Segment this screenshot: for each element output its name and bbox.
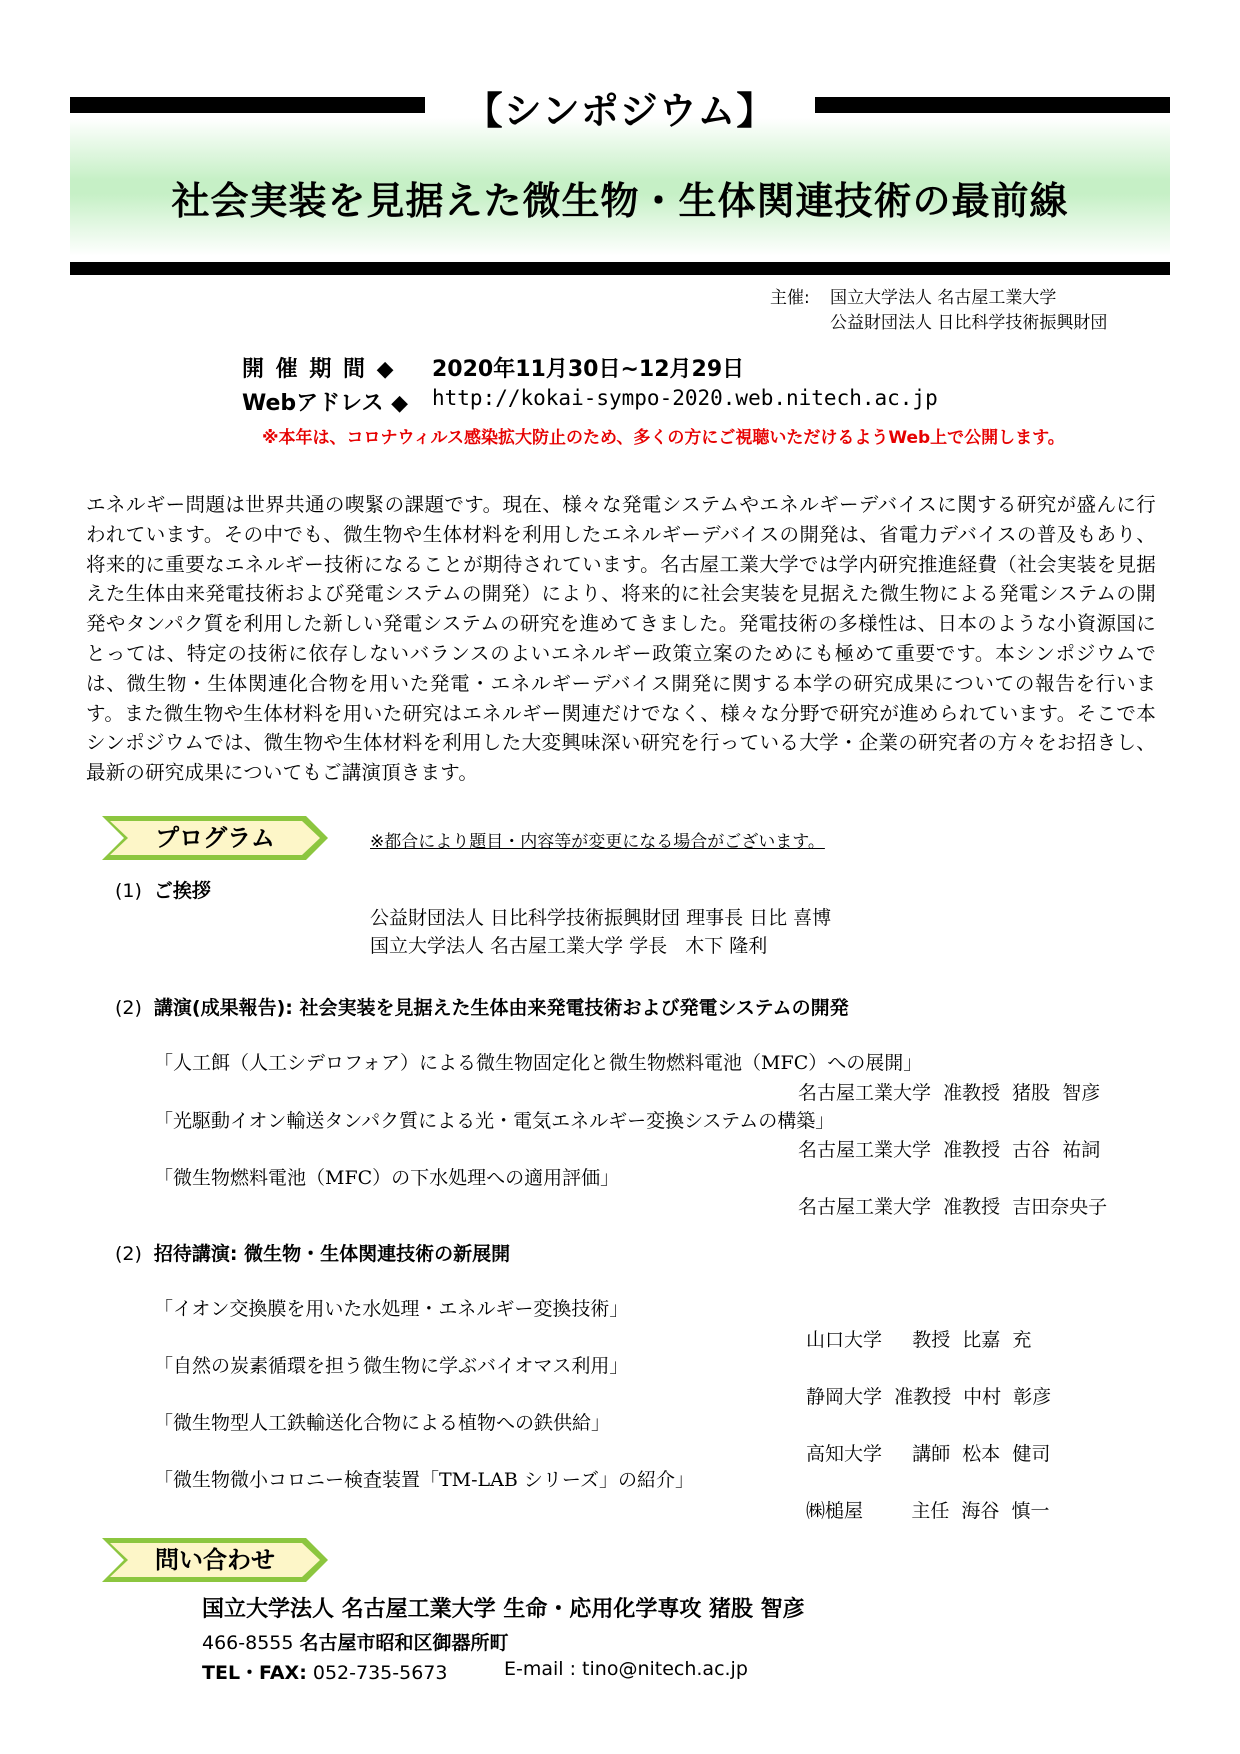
greeting-line-2: 国立大学法人 名古屋工業大学 学長 木下 隆利	[370, 935, 768, 957]
section-1-title: ご挨拶	[153, 880, 211, 902]
contact-email[interactable]: E-mail : tino@nitech.ac.jp	[504, 1658, 748, 1680]
kicker: 【シンポジウム】	[464, 89, 776, 133]
address: 名古屋市昭和区御器所町	[299, 1632, 509, 1654]
talk-speaker: 名古屋工業大学 准教授 猪股 智彦	[798, 1082, 1101, 1104]
talk-speaker: 名古屋工業大学 准教授 古谷 祐詞	[798, 1139, 1101, 1161]
period-label: 開 催 期 間 ◆	[242, 357, 396, 382]
section-2-number: (2)	[115, 997, 142, 1019]
invited-talk-speaker: 山口大学 教授 比嘉 充	[806, 1329, 1032, 1351]
invited-talk-title: 「イオン交換膜を用いた水処理・エネルギー変換技術」	[154, 1298, 629, 1320]
postal-code: 466-8555	[202, 1632, 294, 1654]
notice: ※本年は、コロナウィルス感染拡大防止のため、多くの方にご視聴いただけるようWeb上で公開します。	[262, 428, 1065, 448]
bottom-bar	[70, 262, 1170, 275]
contact-tag	[100, 1536, 330, 1584]
contact-tel	[202, 1658, 447, 1685]
section-3-heading	[115, 1239, 510, 1266]
section-1-number: (1)	[115, 880, 142, 902]
invited-talk-title: 「微生物微小コロニー検査装置「TM-LAB シリーズ」の紹介」	[154, 1469, 694, 1491]
invited-talk-speaker: 高知大学 講師 松本 健司	[806, 1443, 1051, 1465]
period-value: 2020年11月30日~12月29日	[432, 357, 745, 382]
organizer-2: 公益財団法人 日比科学技術振興財団	[830, 313, 1108, 333]
page-title: 社会実装を見据えた微生物・生体関連技術の最前線	[171, 179, 1069, 223]
tel-label: TEL・FAX:	[202, 1662, 307, 1684]
greeting-line-1: 公益財団法人 日比科学技術振興財団 理事長 日比 喜博	[370, 907, 832, 929]
invited-talk-title: 「微生物型人工鉄輸送化合物による植物への鉄供給」	[154, 1412, 611, 1434]
invited-talk-title: 「自然の炭素循環を担う微生物に学ぶバイオマス利用」	[154, 1355, 629, 1377]
section-3-number: (2)	[115, 1243, 142, 1265]
web-label: Webアドレス ◆	[242, 391, 409, 416]
talk-speaker: 名古屋工業大学 准教授 吉田奈央子	[798, 1196, 1108, 1218]
program-tag-label: プログラム	[155, 824, 275, 852]
invited-talk-speaker: ㈱槌屋 主任 海谷 慎一	[806, 1500, 1050, 1522]
section-3-title: 招待講演: 微生物・生体関連技術の新展開	[153, 1243, 511, 1265]
talk-title: 「光駆動イオン輸送タンパク質による光・電気エネルギー変換システムの構築」	[154, 1110, 835, 1132]
organizer-label: 主催:	[770, 288, 810, 308]
talk-title: 「微生物燃料電池（MFC）の下水処理への適用評価」	[154, 1167, 620, 1189]
section-2-title: 講演(成果報告): 社会実装を見据えた生体由来発電技術および発電システムの開発	[153, 997, 849, 1019]
contact-address	[202, 1628, 509, 1655]
intro-paragraph: エネルギー問題は世界共通の喫緊の課題です。現在、様々な発電システムやエネルギーデバイスに関する研究が盛んに行われています。その中でも、微生物や生体材料を利用したエネルギーデバイスの開発は、省電力デバイスの普及もあり、将来的に重要なエネルギー技術になることが期待されています。名古屋工業大学では学内研究推進経費（社会実装を見据えた生体由来発電技術および発電システムの開発）により、将来的に社会実装を見据えた微生物による発電システムの開発やタンパク質を利用した新しい発電システムの研究を進めてきました。発電技術の多様性は、日本のような小資源国にとっては、特定の技術に依存しないバランスのよいエネルギー政策立案のためにも極めて重要です。本シンポジウムでは、微生物・生体関連化合物を用いた発電・エネルギーデバイス開発に関する本学の研究成果についての報告を行います。また微生物や生体材料を用いた研究はエネルギー関連だけでなく、様々な分野で研究が進められています。そこで本シンポジウムでは、微生物や生体材料を利用した大変興味深い研究を行っている大学・企業の研究者の方々をお招きし、最新の研究成果についてもご講演頂きます。	[86, 493, 1156, 785]
section-1-heading	[115, 876, 211, 903]
contact-tag-label: 問い合わせ	[155, 1546, 275, 1574]
organizer-1: 国立大学法人 名古屋工業大学	[830, 288, 1057, 308]
tel-number: 052-735-5673	[312, 1662, 448, 1684]
program-tag	[100, 814, 330, 862]
invited-talk-speaker: 静岡大学 准教授 中村 彰彦	[806, 1386, 1052, 1408]
web-address[interactable]: http://kokai-sympo-2020.web.nitech.ac.jp	[432, 386, 938, 410]
section-2-heading	[115, 993, 849, 1020]
program-note: ※都合により題目・内容等が変更になる場合がございます。	[370, 832, 825, 852]
talk-title: 「人工餌（人工シデロフォア）による微生物固定化と微生物燃料電池（MFC）への展開」	[154, 1052, 923, 1074]
contact-name: 国立大学法人 名古屋工業大学 生命・応用化学専攻 猪股 智彦	[202, 1597, 805, 1622]
